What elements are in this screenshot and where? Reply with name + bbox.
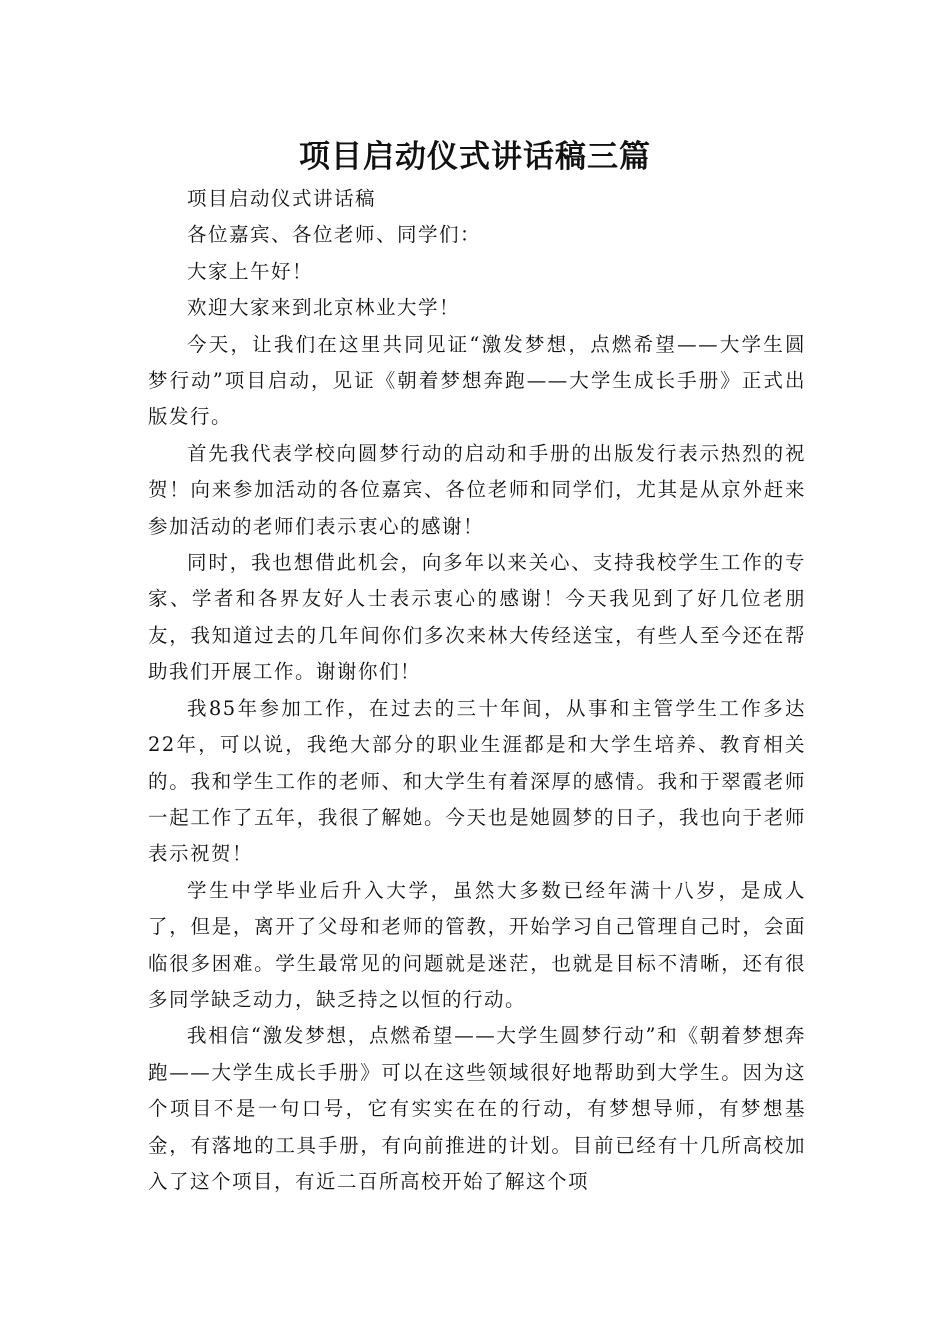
paragraph: 我相信“激发梦想，点燃希望——大学生圆梦行动”和《朝着梦想奔跑——大学生成长手册》可以在这些领域很好地帮助到大学生。因为这个项目不是一句口号，它有实实在在的行动，有梦想导师，有梦想基金，有落地的工具手册，有向前推进的计划。目前已经有十几所高校加入了这个项目，有近二百所高校开始了解这个项 [148,1024,806,1193]
document-body [148,181,806,1200]
paragraph-welcome: 欢迎大家来到北京林业大学！ [187,296,461,320]
paragraph: 我85年参加工作，在过去的三十年间，从事和主管学生工作多达22年，可以说，我绝大部分的职业生涯都是和大学生培养、教育相关的。我和学生工作的老师、和大学生有着深厚的感情。我和于翠霞老师一起工作了五年，我很了解她。今天也是她圆梦的日子，我也向于老师表示祝贺！ [148,696,806,866]
paragraph: 今天，让我们在这里共同见证“激发梦想，点燃希望——大学生圆梦行动”项目启动，见证《朝着梦想奔跑——大学生成长手册》正式出版发行。 [148,332,806,429]
paragraph-greeting: 大家上午好！ [187,259,314,283]
paragraph-subtitle: 项目启动仪式讲话稿 [187,187,377,210]
paragraph: 同时，我也想借此机会，向多年以来关心、支持我校学生工作的专家、学者和各界友好人士表示衷心的感谢！今天我见到了好几位老朋友，我知道过去的几年间你们多次来林大传经送宝，有些人至今还在帮助我们开展工作。谢谢你们！ [148,551,806,684]
paragraph-salutation: 各位嘉宾、各位老师、同学们： [187,223,482,247]
paragraph: 首先我代表学校向圆梦行动的启动和手册的出版发行表示热烈的祝贺！向来参加活动的各位嘉宾、各位老师和同学们，尤其是从京外赶来参加活动的老师们表示衷心的感谢！ [148,441,806,538]
paragraph: 学生中学毕业后升入大学，虽然大多数已经年满十八岁，是成人了，但是，离开了父母和老师的管教，开始学习自己管理自己时，会面临很多困难。学生最常见的问题就是迷茫，也就是目标不清晰，还有很多同学缺乏动力，缺乏持之以恒的行动。 [148,878,806,1011]
document-title: 项目启动仪式讲话稿三篇 [299,139,651,175]
